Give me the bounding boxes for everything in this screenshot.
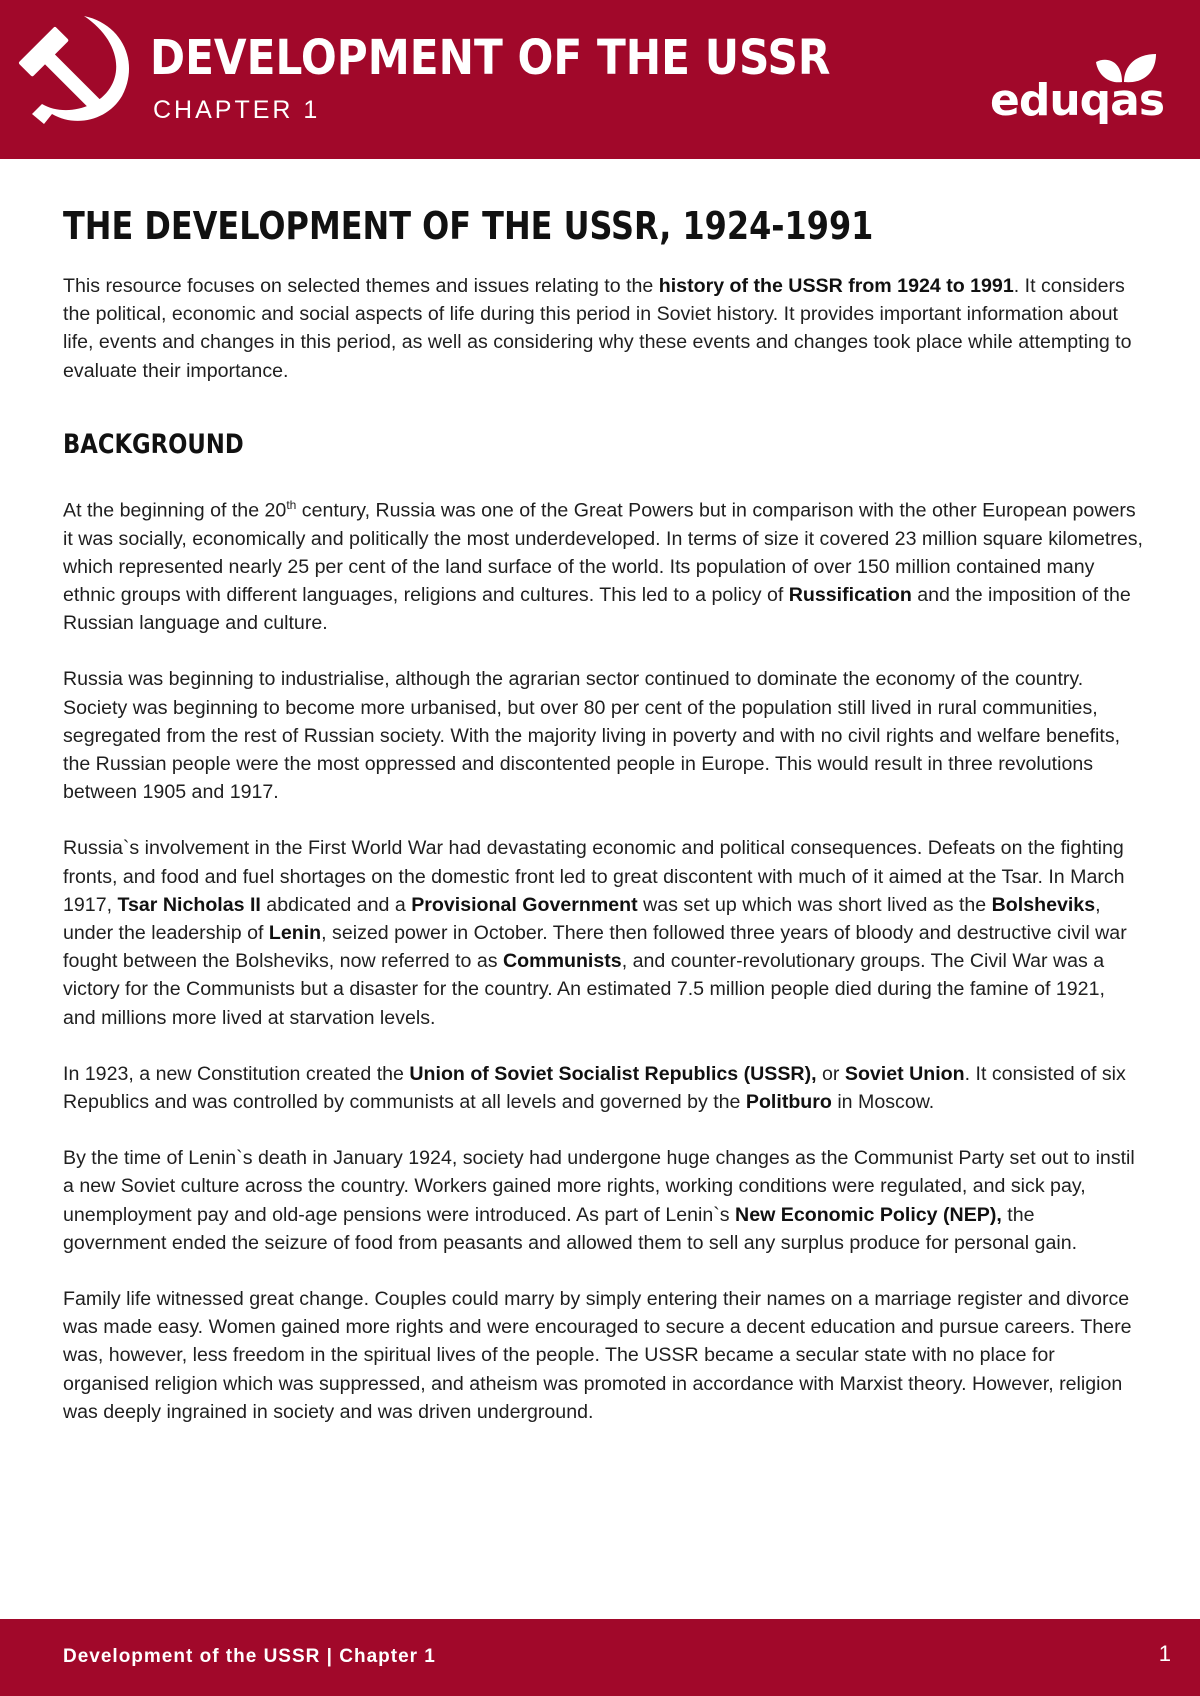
paragraph-1: At the beginning of the 20th century, Russia was one of the Great Powers but in comparison with the other European powers it was socially, economically and politically the most underdeveloped. In terms of size it covered 23 million square kilometres, which represented nearly 25 per cent of the land surface of the world. Its population of over 150 million contained many ethnic groups with different languages, religions and cultures. This led to a policy of Russification and the imposition of the Russian language and culture. (63, 497, 1143, 635)
paragraph-6: Family life witnessed great change. Couples could marry by simply entering their names on a marriage register and divorce was made easy. Women gained more rights and were encouraged to secure a decent education and pursue careers. There was, however, less freedom in the spiritual lives of the people. The USSR became a secular state with no place for organised religion which was suppressed, and atheism was promoted in accordance with Marxist theory. However, religion was deeply ingrained in society and was driven underground. (63, 1288, 1132, 1423)
paragraph-4: In 1923, a new Constitution created the Union of Soviet Socialist Republics (USSR), or Soviet Union. It consisted of six Republics and was controlled by communists at all levels and governed by the Politburo in Moscow. (63, 1062, 1126, 1113)
footer-label: Development of the USSR | Chapter 1 (63, 1646, 436, 1667)
section-heading-background: BACKGROUND (63, 428, 244, 460)
document-body (63, 196, 1143, 1426)
paragraph-3: Russia`s involvement in the First World War had devastating economic and political consequences. Defeats on the fighting fronts, and food and fuel shortages on the domestic front led to great discontent with much of it aimed at the Tsar. In March 1917, Tsar Nicholas II abdicated and a Provisional Government was set up which was short lived as the Bolsheviks, under the leadership of Lenin, seized power in October. There then followed three years of bloody and destructive civil war fought between the Bolsheviks, now referred to as Communists, and counter-revolutionary groups. The Civil War was a victory for the Communists but a disaster for the country. An estimated 7.5 million people died during the famine of 1921, and millions more lived at starvation levels. (63, 837, 1127, 1029)
intro-paragraph: This resource focuses on selected themes and issues relating to the history of the USSR from 1924 to 1991. It considers the political, economic and social aspects of life during this period in Soviet history. It provides important information about life, events and changes in this period, as well as considering why these events and changes took place while attempting to evaluate their importance. (63, 275, 1132, 382)
footer-banner (0, 1619, 1200, 1696)
paragraph-5: By the time of Lenin`s death in January 1924, society had undergone huge changes as the Communist Party set out to instil a new Soviet culture across the country. Workers gained more rights, working conditions were regulated, and sick pay, unemployment pay and old-age pensions were introduced. As part of Lenin`s New Economic Policy (NEP), the government ended the seizure of food from peasants and allowed them to sell any surplus produce for personal gain. (63, 1147, 1135, 1254)
document-title: THE DEVELOPMENT OF THE USSR, 1924-1991 (63, 204, 874, 248)
eduqas-logo (990, 52, 1165, 132)
page-number: 1 (1158, 1641, 1171, 1666)
series-title: DEVELOPMENT OF THE USSR (150, 30, 831, 86)
brand-name: eduqas (990, 75, 1165, 126)
chapter-label: CHAPTER 1 (153, 96, 321, 124)
header-banner (0, 0, 1200, 159)
hammer-and-sickle-icon (18, 10, 140, 138)
paragraph-2: Russia was beginning to industrialise, although the agrarian sector continued to dominate the economy of the country. Society was beginning to become more urbanised, but over 80 per cent of the population still lived in rural communities, segregated from the rest of Russian society. With the majority living in poverty and with no civil rights and welfare benefits, the Russian people were the most oppressed and discontented people in Europe. This would result in three revolutions between 1905 and 1917. (63, 668, 1121, 804)
